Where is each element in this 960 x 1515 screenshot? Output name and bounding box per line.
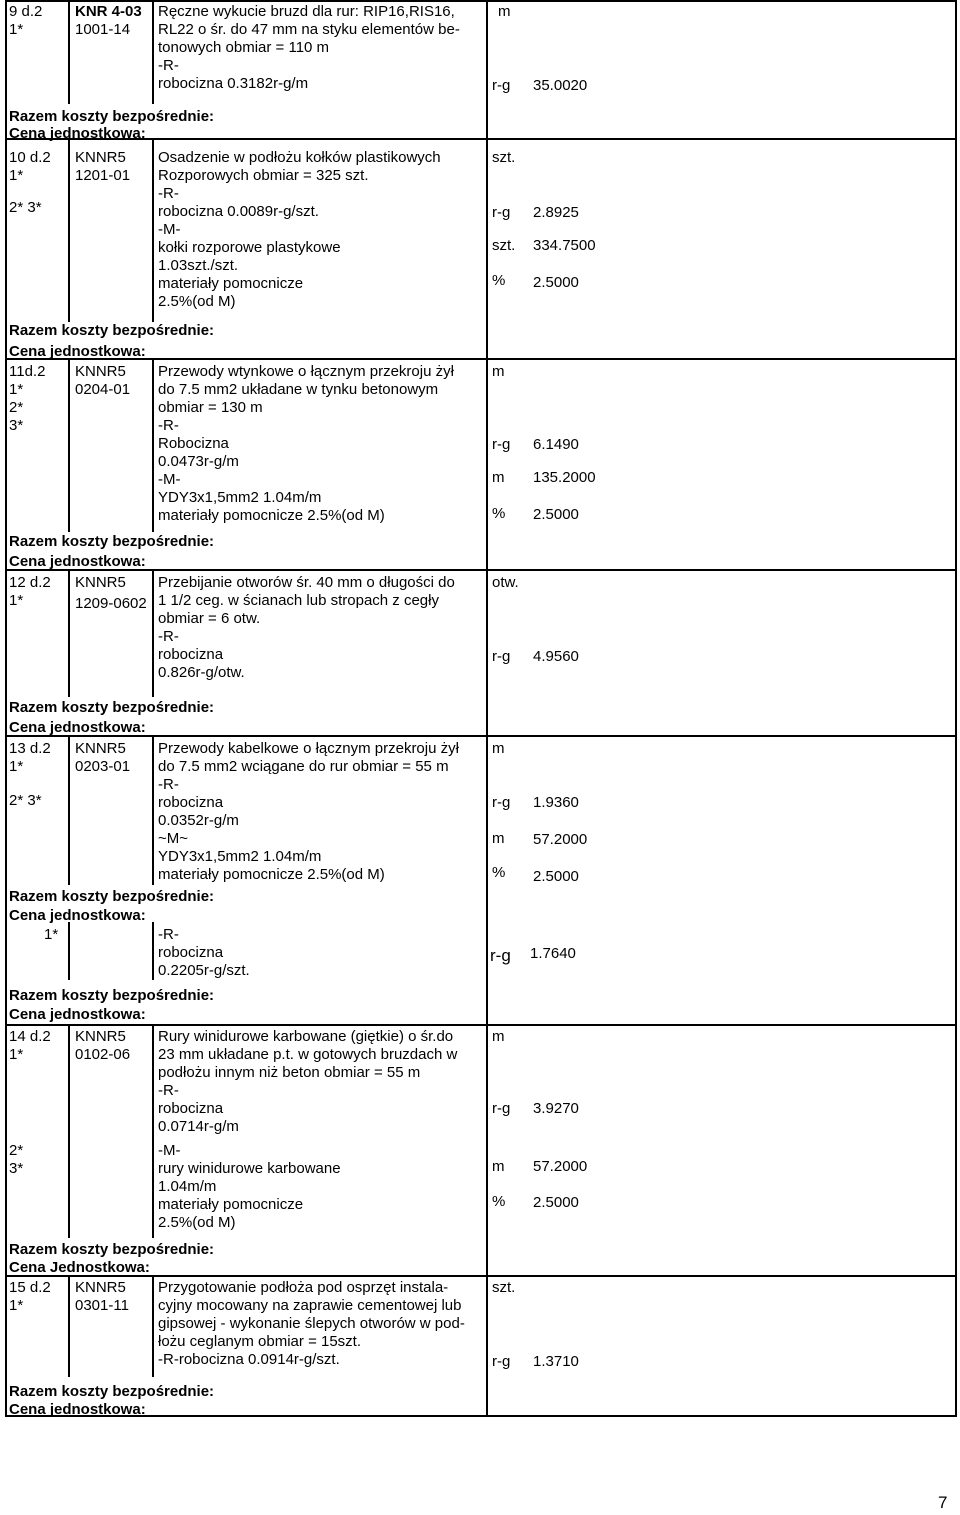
direct-costs-label: Razem koszty bezpośrednie: [9, 987, 215, 1004]
description-line: robocizna [158, 1100, 224, 1117]
catalog-table: 1201-01 [75, 167, 131, 184]
unit-price-label: Cena jednostkowa: [9, 1006, 146, 1023]
percent-value: 2.5000 [533, 506, 579, 523]
description-line: do 7.5 mm2 układane w tynku betonowym [158, 381, 439, 398]
description-line: materiały pomocnicze [158, 1196, 304, 1213]
position-number: 11d.2 [9, 363, 46, 380]
unit-price-label: Cena Jednostkowa: [9, 1259, 150, 1276]
unit: szt. [492, 1279, 516, 1296]
column-ref: 1* [9, 1046, 24, 1063]
description-line: 2.5%(od M) [158, 293, 236, 310]
catalog-code: KNNR5 [75, 574, 126, 591]
description-line: łożu ceglanym obmiar = 15szt. [158, 1333, 362, 1350]
description-line: ~M~ [158, 830, 189, 847]
material-value: 57.2000 [533, 1158, 588, 1175]
description-line: 0.0473r-g/m [158, 453, 239, 470]
catalog-code: KNNR5 [75, 740, 126, 757]
labor-unit: r-g [492, 436, 511, 453]
description-line: 1 1/2 ceg. w ścianach lub stropach z cegły [158, 592, 439, 609]
percent-unit: % [492, 272, 506, 289]
catalog-table: 0203-01 [75, 758, 131, 775]
column-ref: 1* [9, 381, 24, 398]
description-line: 0.826r-g/otw. [158, 664, 245, 681]
column-ref: 1* [9, 21, 24, 38]
description-line: -M- [158, 471, 181, 488]
material-value: 135.2000 [533, 469, 596, 486]
column-ref: 2* 3* [9, 199, 42, 216]
description-line: -M- [158, 1142, 181, 1159]
description-line: -R- [158, 185, 179, 202]
catalog-code: KNNR5 [75, 1028, 126, 1045]
material-value: 334.7500 [533, 237, 596, 254]
description-line: 23 mm układane p.t. w gotowych bruzdach w [158, 1046, 458, 1063]
description-line: 0.0352r-g/m [158, 812, 239, 829]
position-number: 9 d.2 [9, 3, 43, 20]
labor-value: 3.9270 [533, 1100, 579, 1117]
column-ref: 1* [9, 167, 24, 184]
catalog-table: 1001-14 [75, 21, 131, 38]
catalog-table: 0204-01 [75, 381, 131, 398]
direct-costs-label: Razem koszty bezpośrednie: [9, 1241, 215, 1258]
labor-unit: r-g [492, 648, 511, 665]
description-line: Ręczne wykucie bruzd dla rur: RIP16,RIS16, [158, 3, 455, 20]
column-ref: 2* [9, 1142, 24, 1159]
unit: m [492, 1028, 505, 1045]
description-line: robocizna [158, 646, 224, 663]
description-line: -R- [158, 776, 179, 793]
description-line: materiały pomocnicze 2.5%(od M) [158, 866, 385, 883]
catalog-table: 0102-06 [75, 1046, 131, 1063]
unit: otw. [492, 574, 519, 591]
catalog-table: 1209-0602 [75, 595, 147, 612]
percent-value: 2.5000 [533, 274, 579, 291]
labor-value: 1.7640 [530, 945, 576, 962]
labor-value: 1.3710 [533, 1353, 579, 1370]
description-line: obmiar = 6 otw. [158, 610, 261, 627]
catalog-code: KNNR5 [75, 363, 126, 380]
description-line: kołki rozporowe plastykowe [158, 239, 341, 256]
material-unit: m [492, 830, 505, 847]
description-line: YDY3x1,5mm2 1.04m/m [158, 848, 322, 865]
catalog-code: KNNR5 [75, 1279, 126, 1296]
labor-unit: r-g [492, 77, 511, 94]
column-ref: 3* [9, 1160, 24, 1177]
description-line: 1.04m/m [158, 1178, 217, 1195]
position-number: 12 d.2 [9, 574, 51, 591]
column-ref: 3* [9, 417, 24, 434]
description-line: Przygotowanie podłoża pod osprzęt instala- [158, 1279, 449, 1296]
description-line: -R- [158, 417, 179, 434]
column-ref: 2* 3* [9, 792, 42, 809]
material-value: 57.2000 [533, 831, 588, 848]
description-line: gipsowej - wykonanie ślepych otworów w pod- [158, 1315, 465, 1332]
description-line: Przewody kabelkowe o łącznym przekroju żył [158, 740, 459, 757]
description-line: robocizna [158, 794, 224, 811]
description-line: -R- [158, 57, 179, 74]
direct-costs-label: Razem koszty bezpośrednie: [9, 699, 215, 716]
percent-unit: % [492, 864, 506, 881]
labor-unit: r-g [492, 794, 511, 811]
unit-price-label: Cena jednostkowa: [9, 1401, 146, 1418]
position-number: 10 d.2 [9, 149, 51, 166]
labor-value: 4.9560 [533, 648, 579, 665]
description-line: -M- [158, 221, 181, 238]
description-line: -R- [158, 926, 179, 943]
description-line: 2.5%(od M) [158, 1214, 236, 1231]
description-line: cyjny mocowany na zaprawie cementowej lub [158, 1297, 462, 1314]
labor-value: 35.0020 [533, 77, 588, 94]
unit-price-label: Cena jednostkowa: [9, 343, 146, 360]
description-line: Przebijanie otworów śr. 40 mm o długości do [158, 574, 455, 591]
description-line: 1.03szt./szt. [158, 257, 239, 274]
catalog-table: 0301-11 [75, 1297, 129, 1314]
unit-price-label: Cena jednostkowa: [9, 907, 146, 924]
material-unit: m [492, 469, 505, 486]
percent-unit: % [492, 1193, 506, 1210]
material-unit: szt. [492, 237, 516, 254]
direct-costs-label: Razem koszty bezpośrednie: [9, 108, 215, 125]
column-ref: 1* [9, 1297, 24, 1314]
percent-value: 2.5000 [533, 1194, 579, 1211]
labor-unit: r-g [492, 204, 511, 221]
description-line: obmiar = 130 m [158, 399, 263, 416]
labor-value: 1.9360 [533, 794, 579, 811]
description-line: Rozporowych obmiar = 325 szt. [158, 167, 369, 184]
description-line: Robocizna [158, 435, 229, 452]
direct-costs-label: Razem koszty bezpośrednie: [9, 533, 215, 550]
description-line: -R- [158, 628, 179, 645]
position-number: 14 d.2 [9, 1028, 51, 1045]
description-line: tonowych obmiar = 110 m [158, 39, 330, 56]
direct-costs-label: Razem koszty bezpośrednie: [9, 1383, 215, 1400]
position-number: 13 d.2 [9, 740, 51, 757]
direct-costs-label: Razem koszty bezpośrednie: [9, 322, 215, 339]
labor-unit: r-g [492, 1100, 511, 1117]
catalog-code: KNR 4-03 [75, 3, 142, 20]
description-line: podłożu innym niż beton obmiar = 55 m [158, 1064, 421, 1081]
description-line: YDY3x1,5mm2 1.04m/m [158, 489, 322, 506]
description-line: RL22 o śr. do 47 mm na styku elementów be- [158, 21, 460, 38]
description-line: Osadzenie w podłożu kołków plastikowych [158, 149, 441, 166]
page-number: 7 [938, 1493, 948, 1512]
labor-unit: r-g [490, 946, 511, 965]
description-line: -R- [158, 1082, 179, 1099]
unit: m [492, 740, 505, 757]
description-line: robocizna [158, 944, 224, 961]
labor-value: 6.1490 [533, 436, 579, 453]
description-line: 0.2205r-g/szt. [158, 962, 250, 979]
percent-value: 2.5000 [533, 868, 579, 885]
unit: szt. [492, 149, 516, 166]
catalog-code: KNNR5 [75, 149, 126, 166]
description-line: materiały pomocnicze [158, 275, 304, 292]
column-ref: 1* [9, 592, 24, 609]
description-line: do 7.5 mm2 wciągane do rur obmiar = 55 m [158, 758, 449, 775]
description-line: robocizna 0.0089r-g/szt. [158, 203, 319, 220]
unit-price-label: Cena jednostkowa: [9, 553, 146, 570]
column-ref: 1* [44, 926, 59, 943]
unit: m [498, 3, 511, 20]
labor-value: 2.8925 [533, 204, 579, 221]
description-line: 0.0714r-g/m [158, 1118, 239, 1135]
unit: m [492, 363, 505, 380]
percent-unit: % [492, 505, 506, 522]
column-ref: 1* [9, 758, 24, 775]
description-line: rury winidurowe karbowane [158, 1160, 341, 1177]
description-line: Przewody wtynkowe o łącznym przekroju żył [158, 363, 454, 380]
column-ref: 2* [9, 399, 24, 416]
position-number: 15 d.2 [9, 1279, 51, 1296]
material-unit: m [492, 1158, 505, 1175]
direct-costs-label: Razem koszty bezpośrednie: [9, 888, 215, 905]
labor-unit: r-g [492, 1353, 511, 1370]
description-line: materiały pomocnicze 2.5%(od M) [158, 507, 385, 524]
unit-price-label: Cena jednostkowa: [9, 125, 146, 142]
description-line: -R-robocizna 0.0914r-g/szt. [158, 1351, 340, 1368]
description-line: robocizna 0.3182r-g/m [158, 75, 309, 92]
unit-price-label: Cena jednostkowa: [9, 719, 146, 736]
description-line: Rury winidurowe karbowane (giętkie) o śr.do [158, 1028, 454, 1045]
